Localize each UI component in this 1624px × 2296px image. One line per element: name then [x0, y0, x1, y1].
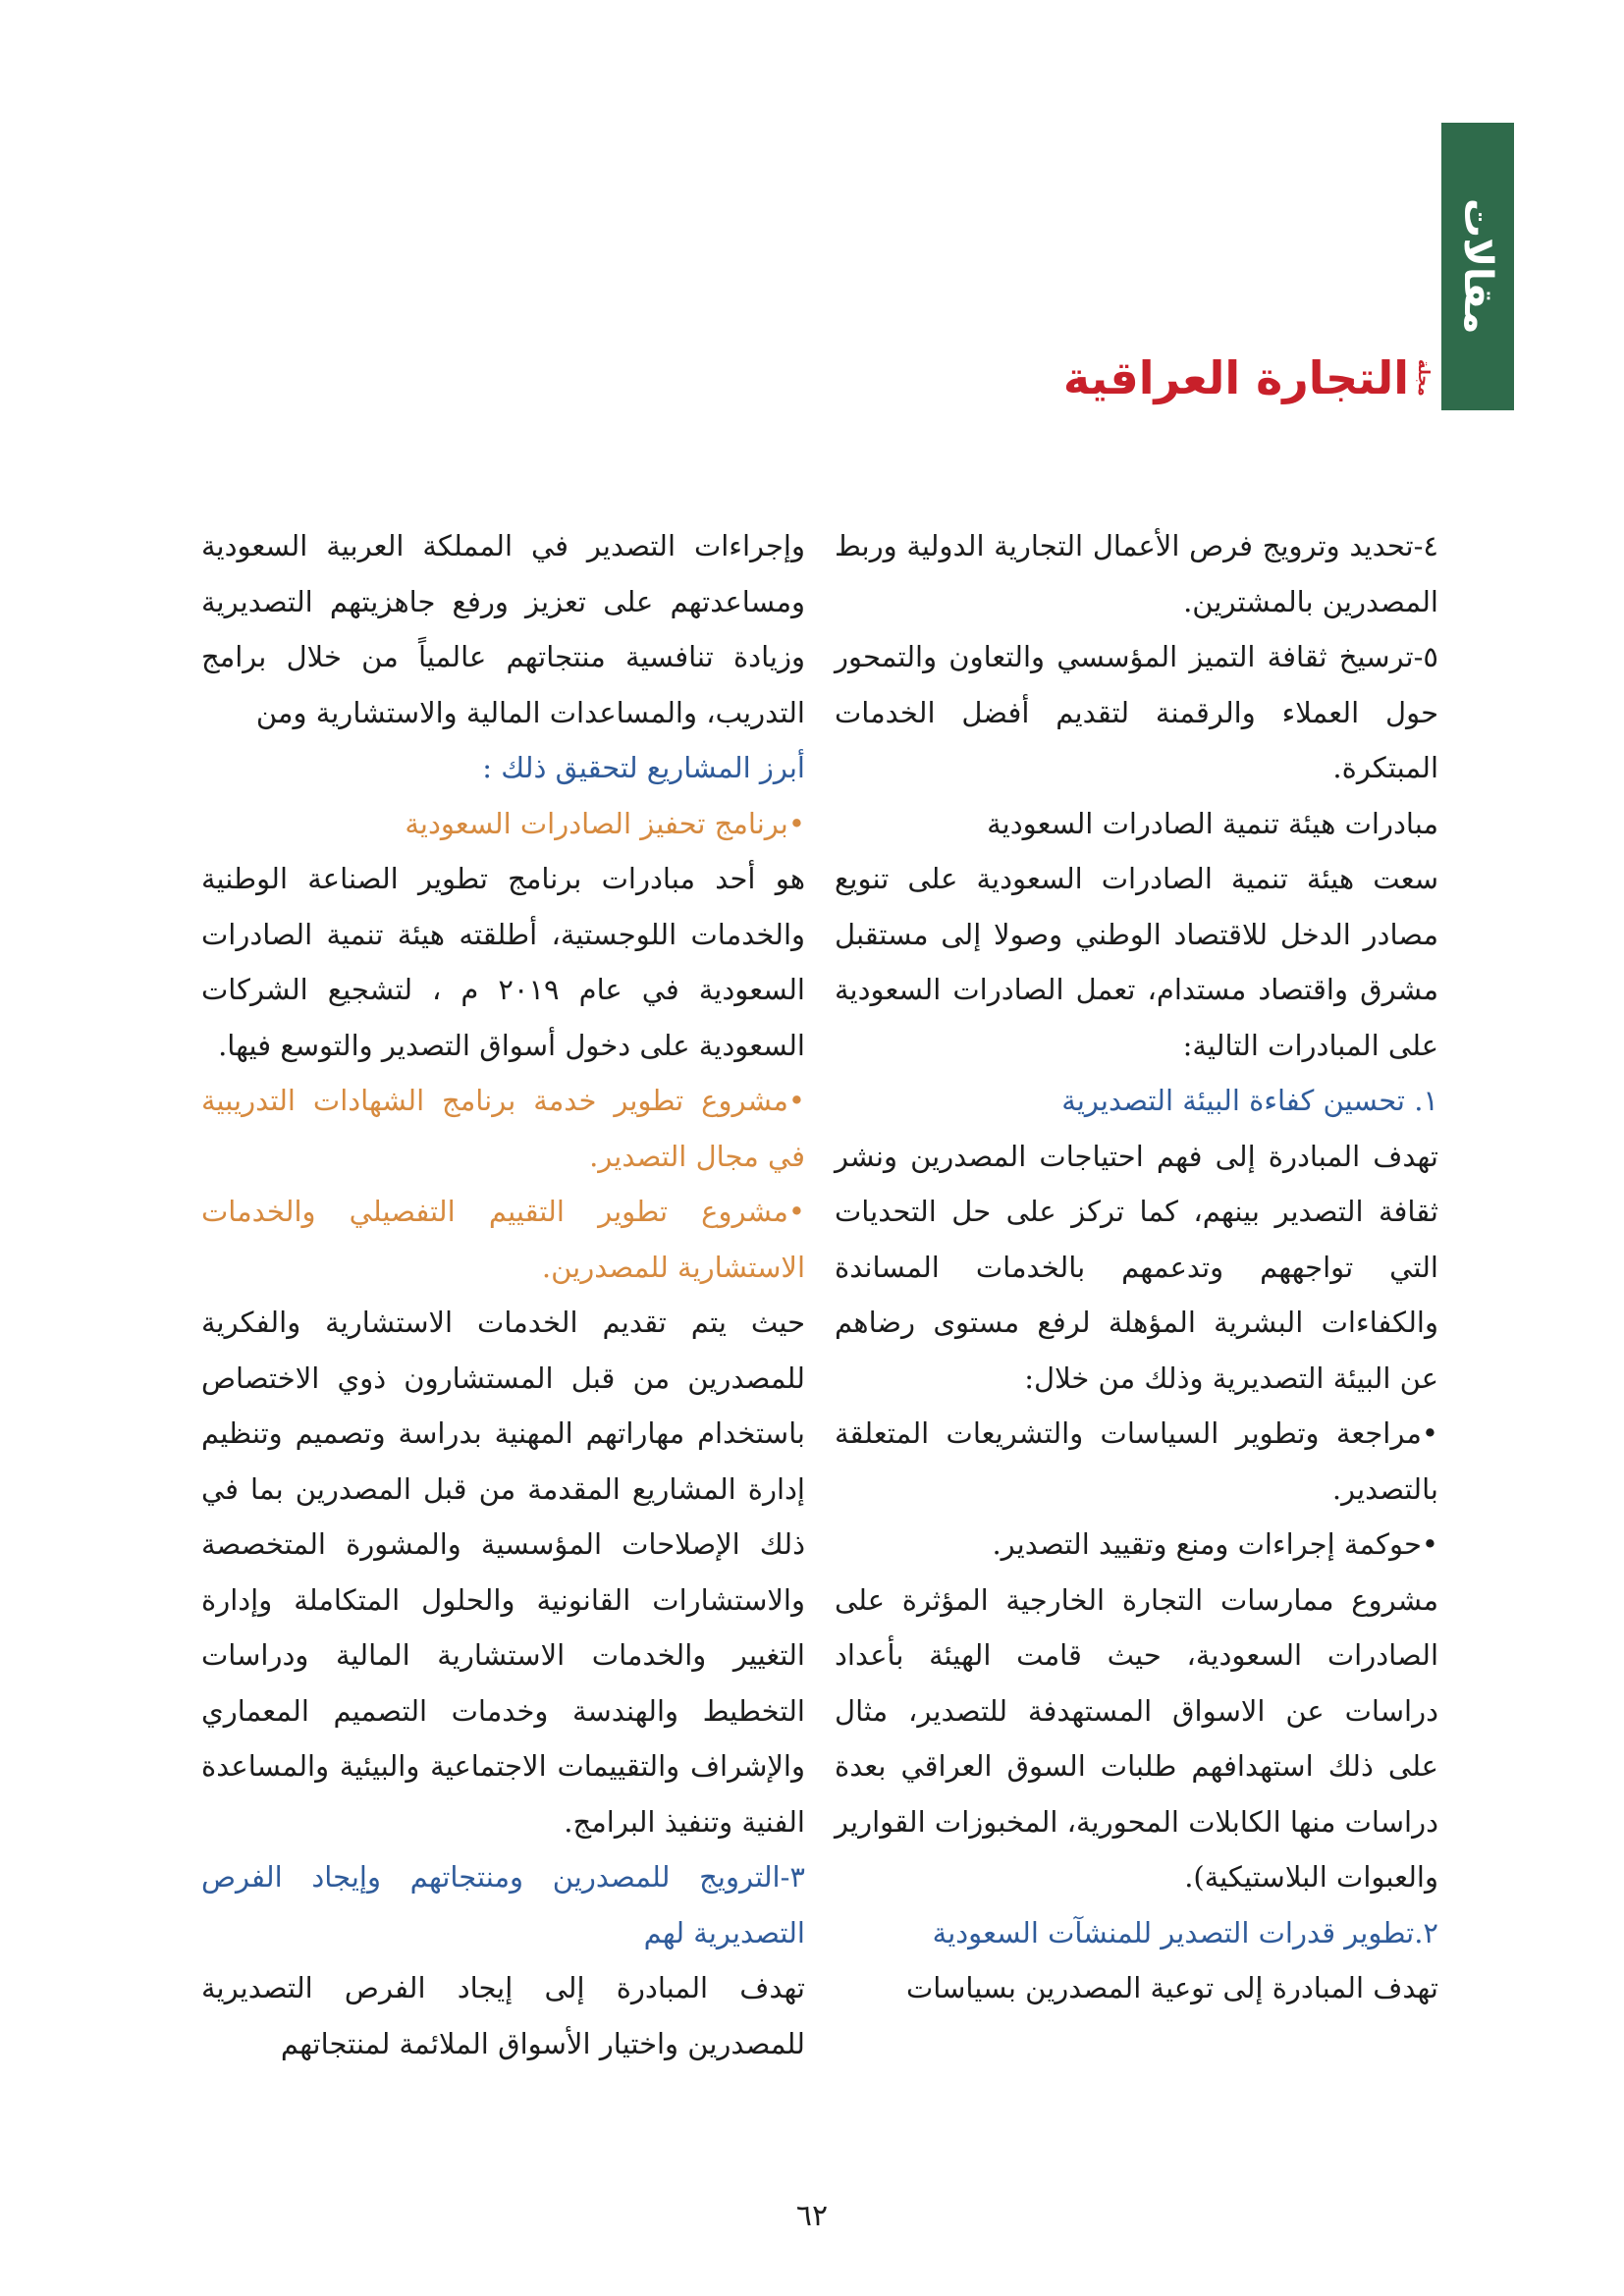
section-tab — [1441, 123, 1514, 410]
section-heading: ٢.تطوير قدرات التصدير للمنشآت السعودية — [932, 1915, 1438, 1949]
section-heading: أبرز المشاريع لتحقيق ذلك : — [482, 751, 805, 784]
paragraph: وإجراءات التصدير في المملكة العربية السعودية ومساعدتهم على تعزيز ورفع جاهزيتهم التصديرية وزيادة تنافسية منتجاتهم عالمياً من خلال برامج التدريب، والمساعدات المالية والاستشارية ومن — [201, 529, 805, 729]
section-heading: ٣-الترويج للمصدرين ومنتجاتهم وإيجاد الفرص التصديرية لهم — [201, 1860, 805, 1949]
bullet-heading: •برنامج تحفيز الصادرات السعودية — [405, 806, 805, 840]
page-number: ٦٢ — [795, 2199, 829, 2233]
magazine-masthead — [1056, 339, 1434, 417]
paragraph: مشروع ممارسات التجارة الخارجية المؤثرة على الصادرات السعودية، حيث قامت الهيئة بأعداد دراسات عن الاسواق المستهدفة للتصدير، مثال على ذلك استهدافهم طلبات السوق العراقي بعدة دراسات منها الكابلات المحورية، المخبوزات القوارير والعبوات البلاستيكية). — [835, 1582, 1438, 1894]
bullet-heading: •مشروع تطوير خدمة برنامج الشهادات التدريبية في مجال التصدير. — [201, 1084, 805, 1173]
section-label: مقالات — [1455, 198, 1500, 335]
paragraph: ٤-تحديد وترويج فرص الأعمال التجارية الدولية وربط المصدرين بالمشترين. — [835, 529, 1438, 618]
paragraph: سعت هيئة تنمية الصادرات السعودية على تنويع مصادر الدخل للاقتصاد الوطني وصولا إلى مستقبل مشرق واقتصاد مستدام، تعمل الصادرات السعودية على المبادرات التالية: — [835, 862, 1438, 1062]
magazine-small-label: مجلة — [1415, 359, 1434, 397]
paragraph: تهدف المبادرة إلى فهم احتياجات المصدرين ونشر ثقافة التصدير بينهم، كما تركز على حل التحديات التي تواجههم وتدعمهم بالخدمات المساندة والكفاءات البشرية المؤهلة لرفع مستوى رضاهم عن البيئة التصديرية وذلك من خلال: — [835, 1139, 1438, 1395]
bullet-heading: •مشروع تطوير التقييم التفصيلي والخدمات الاستشارية للمصدرين. — [201, 1195, 805, 1284]
bullet-item: •حوكمة إجراءات ومنع وتقييد التصدير. — [992, 1527, 1438, 1561]
paragraph: هو أحد مبادرات برنامج تطوير الصناعة الوطنية والخدمات اللوجستية، أطلقته هيئة تنمية الصادرات السعودية في عام ٢٠١٩ م ، لتشجيع الشركات السعودية على دخول أسواق التصدير والتوسع فيها. — [201, 862, 805, 1062]
paragraph: تهدف المبادرة إلى توعية المصدرين بسياسات — [905, 1971, 1438, 2004]
magazine-name: التجارة العراقية — [1062, 351, 1409, 404]
paragraph: حيث يتم تقديم الخدمات الاستشارية والفكرية للمصدرين من قبل المستشارون ذوي الاختصاص باستخدام مهاراتهم المهنية بدراسة وتصميم وتنظيم إدارة المشاريع المقدمة من قبل المصدرين بما في ذلك الإصلاحات المؤسسية والمشورة المتخصصة والاستشارات القانونية والحلول المتكاملة وإدارة التغيير والخدمات الاستشارية المالية ودراسات التخطيط والهندسة وخدمات التصميم المعماري والإشراف والتقييمات الاجتماعية والبيئية والمساعدة الفنية وتنفيذ البرامج. — [201, 1306, 805, 1839]
left-column — [201, 518, 805, 2071]
section-heading: ١. تحسين كفاءة البيئة التصديرية — [1061, 1084, 1438, 1117]
right-column — [835, 518, 1438, 2016]
bullet-item: •مراجعة وتطوير السياسات والتشريعات المتعلقة بالتصدير. — [835, 1416, 1438, 1506]
paragraph: تهدف المبادرة إلى إيجاد الفرص التصديرية للمصدرين واختيار الأسواق الملائمة لمنتجاتهم — [201, 1971, 805, 2060]
paragraph: ٥-ترسيخ ثقافة التميز المؤسسي والتعاون والتمحور حول العملاء والرقمنة لتقديم أفضل الخدمات المبتكرة. — [835, 640, 1438, 784]
paragraph: مبادرات هيئة تنمية الصادرات السعودية — [987, 806, 1438, 840]
